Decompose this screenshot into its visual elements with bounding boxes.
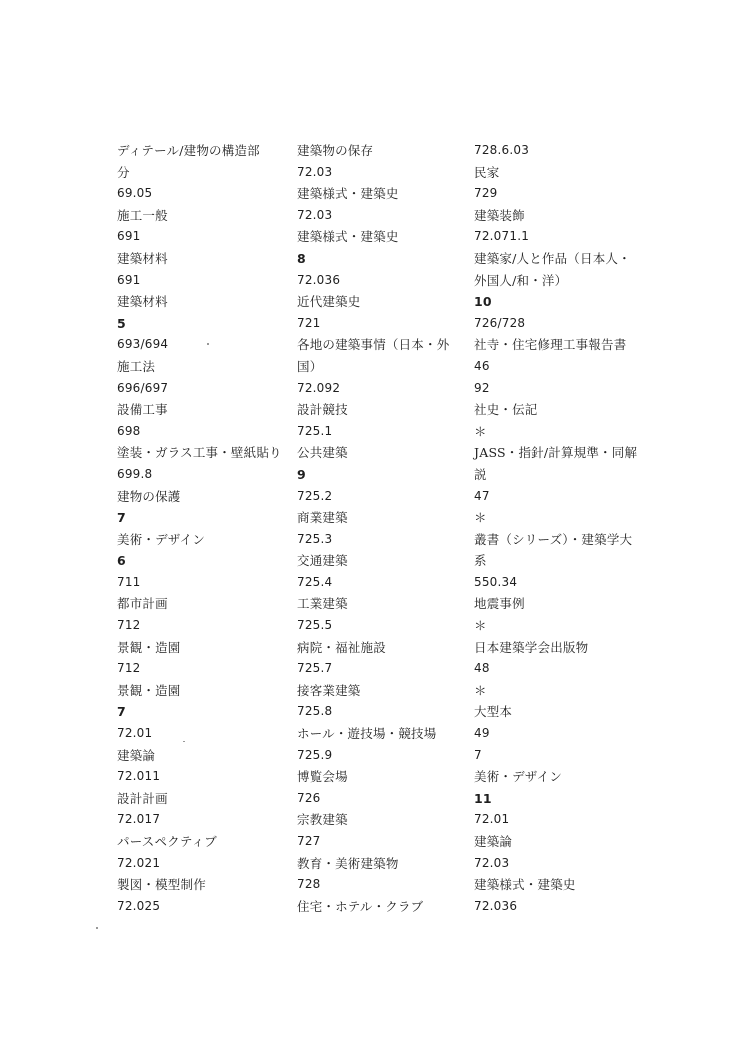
index-entry: 721 bbox=[297, 315, 321, 330]
index-entry: 景観・造園 bbox=[117, 639, 181, 655]
index-entry: 72.092 bbox=[297, 380, 341, 395]
index-entry: 塗装・ガラス工事・壁紙貼り bbox=[117, 445, 282, 461]
index-entry: 725.5 bbox=[297, 618, 333, 633]
index-entry: 72.011 bbox=[117, 769, 161, 784]
index-entry: 727 bbox=[297, 834, 321, 848]
index-entry: 72.01 bbox=[474, 812, 510, 827]
index-entry: 729 bbox=[474, 186, 498, 201]
index-entry: 建築論 bbox=[474, 834, 513, 849]
index-entry: 48 bbox=[474, 661, 490, 676]
index-entry: 72.03 bbox=[297, 164, 333, 179]
section-number: 10 bbox=[474, 294, 492, 310]
index-entry: 725.3 bbox=[297, 531, 333, 546]
index-entry: ＊ bbox=[474, 510, 487, 526]
index-entry: 近代建築史 bbox=[297, 294, 361, 310]
index-entry: 711 bbox=[117, 574, 141, 589]
index-entry: 726 bbox=[297, 790, 321, 805]
index-entry: 728 bbox=[297, 877, 321, 892]
index-entry: 宗教建築 bbox=[297, 812, 348, 828]
index-entry: 国） bbox=[297, 358, 323, 374]
index-entry: 7 bbox=[474, 747, 482, 762]
index-entry: 712 bbox=[117, 618, 141, 633]
index-entry: 外国人/和・洋） bbox=[474, 272, 568, 288]
index-column-1 bbox=[117, 140, 282, 917]
index-entry: 建築様式・建築史 bbox=[297, 229, 399, 245]
index-entry: 交通建築 bbox=[297, 553, 348, 569]
index-entry: 社史・伝記 bbox=[474, 402, 538, 418]
index-entry: 設計競技 bbox=[297, 402, 348, 418]
index-entry: 47 bbox=[474, 488, 490, 503]
index-entry: 725.7 bbox=[297, 661, 333, 676]
index-entry: 教育・美術建築物 bbox=[297, 855, 399, 871]
index-entry: 地震事例 bbox=[474, 596, 525, 612]
index-entry: 550.34 bbox=[474, 574, 518, 589]
index-entry: 公共建築 bbox=[297, 445, 348, 461]
index-entry: 72.03 bbox=[474, 855, 510, 870]
index-entry: 病院・福祉施設 bbox=[297, 639, 386, 655]
index-entry: ホール・遊技場・競技場 bbox=[297, 726, 437, 742]
index-entry: 725.9 bbox=[297, 747, 333, 762]
index-entry: 接客業建築 bbox=[297, 682, 361, 698]
index-entry: 施工一般 bbox=[117, 207, 168, 223]
index-entry: 691 bbox=[117, 272, 141, 287]
index-entry: 建築物の保存 bbox=[297, 143, 374, 158]
index-entry: 72.017 bbox=[117, 812, 161, 827]
section-number: 6 bbox=[117, 553, 126, 569]
index-column-2 bbox=[297, 140, 467, 917]
index-entry: 726/728 bbox=[474, 315, 526, 330]
index-entry: 分 bbox=[117, 164, 130, 180]
index-entry: 建築論 bbox=[117, 747, 156, 763]
index-entry: 725.1 bbox=[297, 423, 333, 438]
index-entry: 博覧会場 bbox=[297, 769, 348, 785]
section-number: 5 bbox=[117, 315, 126, 331]
index-entry: 住宅・ホテル・クラブ bbox=[297, 898, 424, 914]
index-entry: 46 bbox=[474, 358, 490, 373]
scan-speck bbox=[96, 927, 98, 929]
scan-speck bbox=[183, 741, 185, 742]
section-number: 8 bbox=[297, 250, 306, 266]
index-entry: 72.03 bbox=[297, 207, 333, 222]
index-entry: 696/697 bbox=[117, 380, 169, 395]
index-entry: 日本建築学会出版物 bbox=[474, 639, 589, 655]
index-entry: 72.036 bbox=[297, 272, 341, 287]
index-entry: 49 bbox=[474, 726, 490, 741]
index-entry: 景観・造園 bbox=[117, 682, 181, 698]
scan-speck bbox=[207, 343, 209, 345]
index-entry: ＊ bbox=[474, 618, 487, 634]
index-column-3 bbox=[474, 140, 644, 917]
index-entry: ディテール/建物の構造部 bbox=[117, 143, 260, 158]
index-entry: 712 bbox=[117, 661, 141, 676]
index-entry: 728.6.03 bbox=[474, 143, 530, 157]
index-entry: 725.2 bbox=[297, 488, 333, 503]
index-entry: 建築様式・建築史 bbox=[297, 186, 399, 202]
index-entry: 民家 bbox=[474, 164, 500, 180]
index-entry: 系 bbox=[474, 553, 487, 569]
section-number: 7 bbox=[117, 510, 126, 526]
index-entry: ＊ bbox=[474, 682, 487, 698]
index-entry: 大型本 bbox=[474, 704, 513, 720]
index-entry: 美術・デザイン bbox=[117, 531, 206, 547]
index-entry: 699.8 bbox=[117, 466, 153, 481]
index-entry: 72.071.1 bbox=[474, 229, 530, 244]
index-entry: 設備工事 bbox=[117, 402, 168, 418]
index-entry: 建築材料 bbox=[117, 294, 168, 310]
index-entry: 社寺・住宅修理工事報告書 bbox=[474, 337, 627, 353]
index-entry: 各地の建築事情（日本・外 bbox=[297, 337, 450, 353]
index-entry: 69.05 bbox=[117, 186, 153, 201]
index-entry: 建築装飾 bbox=[474, 207, 525, 223]
index-entry: 建物の保護 bbox=[117, 488, 181, 504]
index-entry: 美術・デザイン bbox=[474, 769, 563, 785]
section-number: 9 bbox=[297, 466, 306, 482]
index-entry: ＊ bbox=[474, 423, 487, 439]
index-entry: 建築様式・建築史 bbox=[474, 877, 576, 893]
index-entry: 698 bbox=[117, 423, 141, 438]
index-entry: 725.8 bbox=[297, 704, 333, 719]
index-entry: 建築材料 bbox=[117, 250, 168, 266]
index-entry: 691 bbox=[117, 229, 141, 244]
index-entry: 叢書（シリーズ）・建築学大 bbox=[474, 531, 633, 547]
index-entry: 72.025 bbox=[117, 898, 161, 913]
index-entry: 72.01 bbox=[117, 726, 153, 741]
index-entry: パースペクティブ bbox=[117, 834, 217, 849]
index-entry: JASS・指針/計算規準・同解 bbox=[474, 445, 638, 461]
index-entry: 商業建築 bbox=[297, 510, 348, 526]
index-entry: 都市計画 bbox=[117, 596, 168, 612]
index-entry: 725.4 bbox=[297, 574, 333, 589]
section-number: 11 bbox=[474, 790, 492, 806]
index-entry: 72.036 bbox=[474, 898, 518, 913]
index-entry: 製図・模型制作 bbox=[117, 877, 206, 893]
index-entry: 建築家/人と作品（日本人・ bbox=[474, 250, 631, 266]
index-entry: 説 bbox=[474, 466, 487, 482]
index-entry: 工業建築 bbox=[297, 596, 348, 612]
index-entry: 施工法 bbox=[117, 358, 156, 374]
section-number: 7 bbox=[117, 704, 126, 720]
index-entry: 92 bbox=[474, 380, 490, 395]
index-entry: 設計計画 bbox=[117, 790, 168, 806]
index-entry: 693/694 bbox=[117, 337, 169, 352]
index-entry: 72.021 bbox=[117, 855, 161, 870]
